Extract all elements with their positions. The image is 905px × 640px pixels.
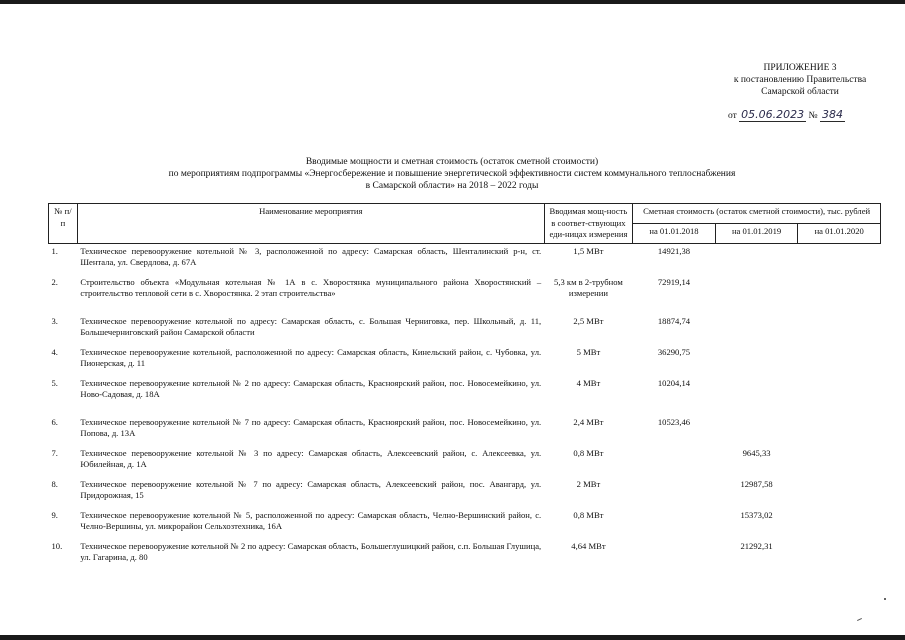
row-name: Техническое перевооружение котельной № 2 по адресу: Самарская область, Большеглушицкий район, с.п. Большая Глушица, ул. Гагарина, д. 80: [80, 540, 542, 562]
resolution-date-line: [728, 108, 845, 121]
row-2018: 10523,46: [657, 416, 691, 427]
table-row: [49, 275, 881, 314]
row-num: 3.: [51, 315, 58, 326]
row-2019: [715, 345, 798, 376]
row-2019: 12987,58: [740, 478, 773, 489]
table-row: [49, 243, 881, 275]
row-capacity: 2 МВт: [576, 478, 601, 489]
title-line-3: в Самарской области» на 2018 – 2022 годы: [365, 181, 539, 191]
row-2018: 18874,74: [657, 315, 691, 326]
row-capacity: 5 МВт: [576, 346, 601, 357]
row-2019: 15373,02: [740, 509, 773, 520]
appendix-resolution: к постановлению Правительства: [733, 75, 867, 85]
row-num: 5.: [51, 377, 58, 388]
row-capacity: 4,64 МВт: [571, 540, 606, 551]
header-cost: Сметная стоимость (остаток сметной стоимости), тыс. рублей: [633, 204, 881, 224]
row-2020: [798, 376, 881, 415]
handwritten-date: 05.06.2023: [741, 108, 805, 121]
row-2019: [715, 376, 798, 415]
row-num: 4.: [51, 346, 58, 357]
table-row: [49, 345, 881, 376]
row-capacity: 0,8 МВт: [573, 509, 604, 520]
row-name: Строительство объекта «Модульная котельная № 1А в с. Хворостянка муниципального района Хворостянский – строительство тепловой сети в с. Хворостянка. 2 этап строительства»: [80, 276, 542, 298]
row-2020: [798, 539, 881, 570]
row-2019: [715, 275, 798, 314]
scan-bottom-edge: [0, 635, 905, 640]
header-2018: на 01.01.2018: [633, 223, 716, 243]
scan-speck: [857, 618, 862, 621]
row-num: 1.: [51, 245, 58, 256]
row-2020: [798, 275, 881, 314]
table-row: [49, 446, 881, 477]
row-num: 7.: [51, 447, 58, 458]
row-num: 9.: [51, 509, 58, 520]
table-row: [49, 477, 881, 508]
row-num: 2.: [51, 276, 58, 287]
row-2018: [633, 477, 716, 508]
header-2019: на 01.01.2019: [715, 223, 798, 243]
row-name: Техническое перевооружение котельной по адресу: Самарская область, с. Большая Черниговка, пер. Школьный, д. 11, Большечерниговский район Самарской области: [80, 315, 542, 337]
row-2018: 36290,75: [657, 346, 691, 357]
document-title: [120, 156, 784, 192]
row-2018: 14921,38: [657, 245, 691, 256]
table-row: [49, 314, 881, 345]
header-capacity: Вводимая мощ-ность в соответ-ствующих еди-ницах измерения: [544, 204, 633, 244]
row-2020: [798, 314, 881, 345]
row-2019: [715, 415, 798, 446]
scan-top-edge: [0, 0, 905, 4]
table-row: [49, 376, 881, 415]
row-capacity: 0,8 МВт: [573, 447, 604, 458]
row-num: 6.: [51, 416, 58, 427]
row-2018: 10204,14: [657, 377, 691, 388]
appendix-region: Самарской области: [761, 87, 839, 97]
row-name: Техническое перевооружение котельной № 7 по адресу: Самарская область, Красноярский район, пос. Новосемейкино, ул. Попова, д. 13А: [80, 416, 542, 438]
title-line-1: Вводимые мощности и сметная стоимость (остаток сметной стоимости): [305, 157, 599, 167]
title-line-2: по мероприятиям подпрограммы «Энергосбережение и повышение энергетической эффективности систем коммунального теплоснабжения: [168, 169, 736, 179]
row-2020: [798, 508, 881, 539]
row-2019: [715, 314, 798, 345]
date-prefix: от: [728, 111, 737, 121]
table-row: [49, 415, 881, 446]
row-2018: [633, 446, 716, 477]
row-2020: [798, 243, 881, 275]
row-name: Техническое перевооружение котельной № 2 по адресу: Самарская область, Красноярский район, пос. Новосемейкино, ул. Ново-Садовая, д. 18А: [80, 377, 542, 399]
appendix-block: [700, 62, 900, 98]
row-2018: [633, 539, 716, 570]
row-capacity: 2,4 МВт: [573, 416, 604, 427]
row-2019: 9645,33: [742, 447, 771, 458]
row-2018: [633, 508, 716, 539]
row-2020: [798, 415, 881, 446]
row-2020: [798, 477, 881, 508]
table-row: [49, 539, 881, 570]
row-name: Техническое перевооружение котельной № 3, расположенной по адресу: Самарская область, Шенталинский р-н, ст. Шентала, ул. Свердлова, д. 67А: [80, 245, 542, 267]
header-name: Наименование мероприятия: [77, 204, 544, 244]
row-2020: [798, 345, 881, 376]
row-2018: 72919,14: [657, 276, 691, 287]
table-header-row: [49, 204, 881, 224]
appendix-title: ПРИЛОЖЕНИЕ 3: [763, 63, 837, 73]
header-2020: на 01.01.2020: [798, 223, 881, 243]
row-2020: [798, 446, 881, 477]
row-name: Техническое перевооружение котельной № 3 по адресу: Самарская область, Алексеевский район, с. Алексеевка, ул. Юбилейная, д. 1А: [80, 447, 542, 469]
row-num: 10.: [51, 540, 63, 551]
scan-speck: [884, 598, 886, 600]
row-name: Техническое перевооружение котельной № 5, расположенной по адресу: Самарская область, Челно-Вершинский район, с. Челно-Вершины, ул. микрорайон Сельхозтехника, 16А: [80, 509, 542, 531]
header-num: № п/п: [49, 204, 78, 244]
row-capacity: 5,3 км в 2-трубном измерении: [554, 276, 623, 298]
row-capacity: 1,5 МВт: [573, 245, 604, 256]
row-num: 8.: [51, 478, 58, 489]
row-capacity: 4 МВт: [576, 377, 601, 388]
row-name: Техническое перевооружение котельной № 7 по адресу: Самарская область, Алексеевский район, пос. Авангард, ул. Придорожная, 15: [80, 478, 542, 500]
row-capacity: 2,5 МВт: [573, 315, 604, 326]
row-2019: [715, 243, 798, 275]
table-row: [49, 508, 881, 539]
handwritten-number: 384: [821, 108, 843, 121]
measures-table: [48, 203, 881, 570]
number-sign: №: [808, 111, 818, 121]
row-2019: 21292,31: [740, 540, 773, 551]
row-name: Техническое перевооружение котельной, расположенной по адресу: Самарская область, Кинельский район, с. Чубовка, ул. Пионерская, д. 11: [80, 346, 542, 368]
